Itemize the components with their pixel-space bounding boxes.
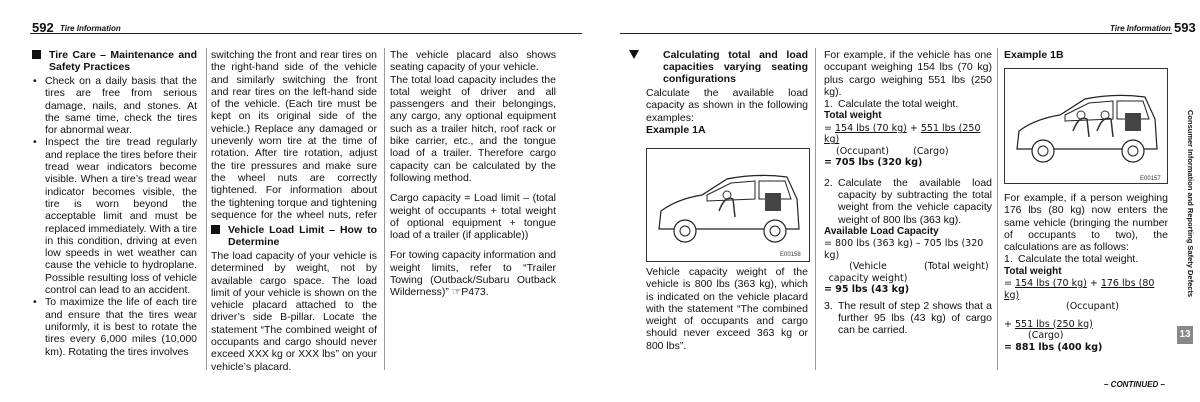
column-1 — [32, 49, 197, 358]
b-total-result: = 881 lbs (400 kg) — [1004, 341, 1103, 353]
column-6-body — [1004, 192, 1168, 353]
column-6 — [1004, 49, 1168, 61]
example-1b-intro: For example, if a person weighing 176 lbs (80 kg) now enters the same vehicle (bringing the number of occupants to two), the calculations are as follows: — [1004, 192, 1168, 254]
total-weight-labels: (Occupant) (Cargo) — [836, 145, 949, 157]
available-load-capacity-label: Available Load Capacity — [824, 225, 939, 237]
step-3: 3. The result of step 2 shows that a further 95 lbs (43 kg) of cargo can be carried. — [824, 299, 992, 337]
left-header-rule — [30, 33, 582, 34]
tire-care-list — [32, 75, 197, 358]
step-1b: 1. Calculate the total weight. — [1004, 253, 1139, 266]
example-1b-title: Example 1B — [1004, 49, 1064, 61]
step-2: 2. Calculate the available load capacity by subtracting the total weight from the vehicle capacity weight of 800 lbs (363 kg). — [824, 176, 992, 226]
calc-heading: Calculating total and load capacities varying seating configurations — [646, 49, 808, 85]
chapter-tab: 13 — [1177, 326, 1193, 344]
list-item: • Inspect the tire tread regularly and replace the tires before their tread wear indicators become visible. When a tire’s tread wear indicator becomes visible, the tire is worn beyond the acceptable limit and must be replaced immediately. With a tire in this condition, driving at even low speeds in wet weather can cause the vehicle to hydroplane. Possible resulting loss of vehicle control can lead to an accident. — [32, 136, 197, 296]
example-1a-title: Example 1A — [646, 123, 706, 136]
example-1a-description: Vehicle capacity weight of the vehicle is 800 lbs (363 kg), which is indicated on the vehicle placard with the statement “The combined weight of occupants and cargo should never exceed 363 kg or 800 lbs”. — [646, 266, 808, 352]
column-divider — [384, 48, 385, 370]
right-header-rule — [620, 33, 1172, 34]
column-2 — [211, 49, 377, 373]
column-3 — [390, 49, 556, 299]
towing-reference: For towing capacity information and weight limits, refer to “Trailer Towing (Outback/Subaru Outback Wilderness)” ☞P473. — [390, 249, 556, 299]
total-load-paragraph: The total load capacity includes the total weight of driver and all passengers and their belongings, any cargo, any optional equipment such as a trailer hitch, roof rack or bike carrier, etc., and the tongue load of a trailer. Therefore cargo capacity can be calculated by the following method. — [390, 73, 556, 184]
column-divider — [997, 48, 998, 370]
continued-label: – CONTINUED – — [1104, 380, 1165, 389]
column-5 — [824, 49, 992, 337]
example-1a-intro: For example, if the vehicle has one occupant weighing 154 lbs (70 kg) plus cargo weighing 551 lbs (250 kg). — [824, 49, 992, 98]
vehicle-load-heading: Vehicle Load Limit – How to Determine — [211, 224, 377, 248]
cargo-capacity-formula: Cargo capacity = Load limit – (total weight of occupants + total weight of optional equipment + tongue load of a trailer (if applicable)) — [390, 192, 556, 242]
bullet-3-text: To maximize the life of each tire and ensure that the tires wear uniformly, it is best to rotate the tires every 6,000 miles (10,000 km). Rotating the tires involves — [45, 296, 197, 358]
chapter-side-label: Consumer Information and Reporting Safety Defects — [1186, 110, 1195, 298]
column-divider — [206, 48, 207, 370]
available-capacity-labels: (Vehicle capacity weight) (Total weight) — [828, 261, 989, 284]
vehicle-load-paragraph: The load capacity of your vehicle is determined by weight, not by available cargo space. The load limit of your vehicle is shown on the vehicle placard attached to the driver’s side B-pillar. Locate the statement “The combined weight of occupants and cargo should never exceed XXX kg or XXX lbs” on your vehicle’s placard. — [211, 250, 377, 373]
figure-id: E00157 — [1140, 176, 1161, 182]
vehicle-illustration-1b — [1004, 68, 1168, 184]
section-triangle-icon — [629, 50, 639, 59]
tire-care-heading: Tire Care – Maintenance and Safety Practices — [32, 49, 197, 73]
b-weight-line1: = 154 lbs (70 kg) + 176 lbs (80 kg) — [1004, 278, 1155, 301]
list-item: • Check on a daily basis that the tires are free from serious damage, nails, and stones. At the same time, check the tires for abnormal wear. — [32, 75, 197, 136]
list-item — [32, 296, 197, 357]
b-occupant-label: (Occupant) — [1066, 301, 1119, 313]
left-page-number: 592 — [32, 20, 54, 35]
right-page-section: Tire Information — [1110, 24, 1171, 33]
available-capacity-result: = 95 lbs (43 kg) — [824, 284, 910, 296]
section-square-icon — [211, 225, 220, 234]
left-page-section: Tire Information — [60, 24, 121, 33]
figure-id: E00158 — [780, 252, 801, 258]
total-weight-label: Total weight — [824, 110, 882, 122]
available-capacity-equation: = 800 lbs (363 kg) – 705 lbs (320 kg) — [824, 238, 984, 261]
bullet-3-continuation: switching the front and rear tires on the right-hand side of the vehicle and similarly switching the front and rear tires on the left-hand side of the vehicle. (Each tire must be kept on its original side of the vehicle.) Replace any damaged or unevenly worn tire at the time of rotation. After tire rotation, adjust the tire pressures and make sure the wheel nuts are correctly tightened. For information about the tightening torque and tightening sequence for the wheel nuts, refer — [211, 49, 377, 220]
vehicle-side-view-icon — [1005, 69, 1167, 183]
vehicle-side-view-icon — [647, 149, 809, 261]
placard-seating-paragraph: The vehicle placard also shows seating capacity of your vehicle. — [390, 49, 556, 74]
b-cargo-label: (Cargo) — [1028, 330, 1064, 342]
section-square-icon — [32, 50, 41, 59]
vehicle-illustration-1a — [646, 148, 810, 262]
column-4 — [646, 49, 808, 136]
total-weight-equation: = 154 lbs (70 kg) + 551 lbs (250 kg) — [824, 122, 981, 146]
b-weight-line2: + 551 lbs (250 kg) — [1004, 318, 1093, 330]
total-weight-label-1b: Total weight — [1004, 265, 1062, 277]
column-divider — [815, 48, 816, 370]
total-weight-result: = 705 lbs (320 kg) — [824, 157, 923, 169]
right-page-number: 593 — [1174, 20, 1196, 35]
calc-intro: Calculate the available load capacity as shown in the following examples: — [646, 87, 808, 124]
step-1: 1. Calculate the total weight. — [824, 98, 959, 111]
